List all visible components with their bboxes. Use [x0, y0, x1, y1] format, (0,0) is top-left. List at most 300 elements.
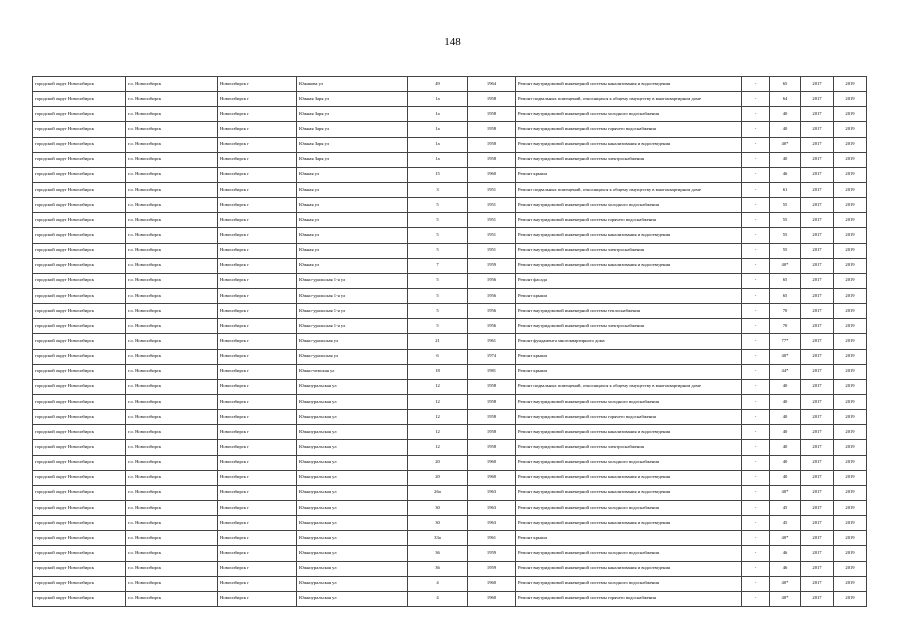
street-cell: Южноуральская ул [297, 591, 408, 606]
end-year-cell: 2019 [834, 516, 867, 531]
municipality-cell: городской округ Новосибирск [33, 273, 126, 288]
wear-percent-cell: 45 [770, 516, 801, 531]
end-year-cell: 2019 [834, 379, 867, 394]
dash-cell: - [742, 364, 770, 379]
city-cell: Новосибирск г [218, 576, 297, 591]
start-year-cell: 2017 [801, 107, 834, 122]
settlement-cell: г.о. Новосибирск [126, 349, 218, 364]
end-year-cell: 2019 [834, 546, 867, 561]
settlement-cell: г.о. Новосибирск [126, 92, 218, 107]
table-row [33, 167, 867, 182]
table-row [33, 334, 867, 349]
table-row [33, 349, 867, 364]
city-cell: Новосибирск г [218, 213, 297, 228]
year-built-cell: 1951 [468, 243, 516, 258]
wear-percent-cell: 40* [770, 591, 801, 606]
wear-percent-cell: 40 [770, 122, 801, 137]
start-year-cell: 2017 [801, 455, 834, 470]
table-row [33, 122, 867, 137]
end-year-cell: 2019 [834, 561, 867, 576]
work-type-cell: Ремонт крыши [516, 364, 742, 379]
wear-percent-cell: 46 [770, 546, 801, 561]
city-cell: Новосибирск г [218, 334, 297, 349]
end-year-cell: 2019 [834, 485, 867, 500]
dash-cell: - [742, 258, 770, 273]
table-row [33, 107, 867, 122]
dash-cell: - [742, 107, 770, 122]
end-year-cell: 2019 [834, 182, 867, 197]
table-row [33, 228, 867, 243]
dash-cell: - [742, 243, 770, 258]
dash-cell: - [742, 455, 770, 470]
wear-percent-cell: 65 [770, 77, 801, 92]
year-built-cell: 1959 [468, 258, 516, 273]
municipality-cell: городской округ Новосибирск [33, 152, 126, 167]
dash-cell: - [742, 591, 770, 606]
street-cell: Южноуральская ул [297, 531, 408, 546]
municipality-cell: городской округ Новосибирск [33, 137, 126, 152]
start-year-cell: 2017 [801, 304, 834, 319]
city-cell: Новосибирск г [218, 379, 297, 394]
start-year-cell: 2017 [801, 137, 834, 152]
year-built-cell: 1958 [468, 410, 516, 425]
end-year-cell: 2019 [834, 152, 867, 167]
street-cell: Южно-уральская ул [297, 334, 408, 349]
work-type-cell: Ремонт подвальных помещений, относящихся к общему имуществу в многоквартирном доме [516, 379, 742, 394]
street-cell: Южная Заря ул [297, 122, 408, 137]
house-number-cell: 12 [408, 379, 468, 394]
street-cell: Южно-чемская ул [297, 364, 408, 379]
end-year-cell: 2019 [834, 137, 867, 152]
start-year-cell: 2017 [801, 213, 834, 228]
wear-percent-cell: 40 [770, 440, 801, 455]
street-cell: Южноуральская ул [297, 576, 408, 591]
municipality-cell: городской округ Новосибирск [33, 228, 126, 243]
work-type-cell: Ремонт внутридомовой инженерной системы горячего водоснабжения [516, 213, 742, 228]
wear-percent-cell: 55 [770, 198, 801, 213]
repair-schedule-table [32, 76, 867, 607]
street-cell: Южная Заря ул [297, 152, 408, 167]
municipality-cell: городской округ Новосибирск [33, 213, 126, 228]
year-built-cell: 1960 [468, 576, 516, 591]
municipality-cell: городской округ Новосибирск [33, 107, 126, 122]
street-cell: Южно-уральская 1-я ул [297, 288, 408, 303]
table-row [33, 319, 867, 334]
wear-percent-cell: 40* [770, 349, 801, 364]
start-year-cell: 2017 [801, 334, 834, 349]
dash-cell: - [742, 379, 770, 394]
street-cell: Южноуральская ул [297, 410, 408, 425]
street-cell: Южакова ул [297, 77, 408, 92]
end-year-cell: 2019 [834, 394, 867, 409]
settlement-cell: г.о. Новосибирск [126, 198, 218, 213]
settlement-cell: г.о. Новосибирск [126, 410, 218, 425]
end-year-cell: 2019 [834, 258, 867, 273]
table-row [33, 198, 867, 213]
wear-percent-cell: 40* [770, 485, 801, 500]
table-row [33, 470, 867, 485]
work-type-cell: Ремонт внутридомовой инженерной системы канализования и водоотведения [516, 258, 742, 273]
city-cell: Новосибирск г [218, 546, 297, 561]
house-number-cell: 4 [408, 591, 468, 606]
dash-cell: - [742, 198, 770, 213]
municipality-cell: городской округ Новосибирск [33, 122, 126, 137]
start-year-cell: 2017 [801, 258, 834, 273]
dash-cell: - [742, 500, 770, 515]
wear-percent-cell: 40 [770, 152, 801, 167]
street-cell: Южноуральская ул [297, 561, 408, 576]
city-cell: Новосибирск г [218, 470, 297, 485]
start-year-cell: 2017 [801, 394, 834, 409]
year-built-cell: 1960 [468, 470, 516, 485]
table-row [33, 500, 867, 515]
house-number-cell: 21 [408, 334, 468, 349]
settlement-cell: г.о. Новосибирск [126, 516, 218, 531]
street-cell: Южноуральская ул [297, 425, 408, 440]
settlement-cell: г.о. Новосибирск [126, 243, 218, 258]
street-cell: Южно-уральская 1-я ул [297, 304, 408, 319]
settlement-cell: г.о. Новосибирск [126, 182, 218, 197]
dash-cell: - [742, 213, 770, 228]
start-year-cell: 2017 [801, 92, 834, 107]
settlement-cell: г.о. Новосибирск [126, 546, 218, 561]
end-year-cell: 2019 [834, 531, 867, 546]
wear-percent-cell: 40* [770, 531, 801, 546]
wear-percent-cell: 40 [770, 379, 801, 394]
year-built-cell: 1958 [468, 394, 516, 409]
start-year-cell: 2017 [801, 516, 834, 531]
city-cell: Новосибирск г [218, 182, 297, 197]
settlement-cell: г.о. Новосибирск [126, 425, 218, 440]
street-cell: Южно-уральская 1-я ул [297, 273, 408, 288]
wear-percent-cell: 40 [770, 107, 801, 122]
year-built-cell: 1951 [468, 228, 516, 243]
wear-percent-cell: 55 [770, 243, 801, 258]
settlement-cell: г.о. Новосибирск [126, 258, 218, 273]
house-number-cell: 33а [408, 531, 468, 546]
house-number-cell: 49 [408, 77, 468, 92]
end-year-cell: 2019 [834, 213, 867, 228]
work-type-cell: Ремонт внутридомовой инженерной системы канализования и водоотведения [516, 77, 742, 92]
city-cell: Новосибирск г [218, 516, 297, 531]
settlement-cell: г.о. Новосибирск [126, 137, 218, 152]
street-cell: Южноуральская ул [297, 394, 408, 409]
municipality-cell: городской округ Новосибирск [33, 440, 126, 455]
work-type-cell: Ремонт внутридомовой инженерной системы электроснабжения [516, 440, 742, 455]
start-year-cell: 2017 [801, 228, 834, 243]
end-year-cell: 2019 [834, 470, 867, 485]
house-number-cell: 5 [408, 213, 468, 228]
dash-cell: - [742, 546, 770, 561]
year-built-cell: 1956 [468, 304, 516, 319]
work-type-cell: Ремонт внутридомовой инженерной системы электроснабжения [516, 319, 742, 334]
work-type-cell: Ремонт фундамента многоквартирного дома [516, 334, 742, 349]
city-cell: Новосибирск г [218, 561, 297, 576]
year-built-cell: 1960 [468, 167, 516, 182]
table-row [33, 531, 867, 546]
end-year-cell: 2019 [834, 334, 867, 349]
table-row [33, 561, 867, 576]
start-year-cell: 2017 [801, 167, 834, 182]
house-number-cell: 26а [408, 485, 468, 500]
work-type-cell: Ремонт внутридомовой инженерной системы электроснабжения [516, 243, 742, 258]
end-year-cell: 2019 [834, 107, 867, 122]
wear-percent-cell: 61 [770, 182, 801, 197]
municipality-cell: городской округ Новосибирск [33, 304, 126, 319]
municipality-cell: городской округ Новосибирск [33, 531, 126, 546]
wear-percent-cell: 40 [770, 394, 801, 409]
start-year-cell: 2017 [801, 379, 834, 394]
year-built-cell: 1958 [468, 122, 516, 137]
city-cell: Новосибирск г [218, 485, 297, 500]
municipality-cell: городской округ Новосибирск [33, 455, 126, 470]
house-number-cell: 1а [408, 107, 468, 122]
dash-cell: - [742, 349, 770, 364]
work-type-cell: Ремонт крыши [516, 288, 742, 303]
house-number-cell: 1а [408, 137, 468, 152]
dash-cell: - [742, 319, 770, 334]
wear-percent-cell: 70 [770, 304, 801, 319]
municipality-cell: городской округ Новосибирск [33, 167, 126, 182]
wear-percent-cell: 55 [770, 213, 801, 228]
municipality-cell: городской округ Новосибирск [33, 591, 126, 606]
house-number-cell: 5 [408, 304, 468, 319]
dash-cell: - [742, 167, 770, 182]
house-number-cell: 1а [408, 152, 468, 167]
settlement-cell: г.о. Новосибирск [126, 485, 218, 500]
street-cell: Южная Заря ул [297, 137, 408, 152]
work-type-cell: Ремонт внутридомовой инженерной системы холодного водоснабжения [516, 500, 742, 515]
work-type-cell: Ремонт внутридомовой инженерной системы холодного водоснабжения [516, 107, 742, 122]
year-built-cell: 1959 [468, 546, 516, 561]
table-row [33, 182, 867, 197]
street-cell: Южноуральская ул [297, 546, 408, 561]
municipality-cell: городской округ Новосибирск [33, 243, 126, 258]
table-row [33, 213, 867, 228]
house-number-cell: 30 [408, 500, 468, 515]
settlement-cell: г.о. Новосибирск [126, 213, 218, 228]
municipality-cell: городской округ Новосибирск [33, 394, 126, 409]
dash-cell: - [742, 440, 770, 455]
municipality-cell: городской округ Новосибирск [33, 546, 126, 561]
end-year-cell: 2019 [834, 500, 867, 515]
work-type-cell: Ремонт фасада [516, 273, 742, 288]
dash-cell: - [742, 516, 770, 531]
municipality-cell: городской округ Новосибирск [33, 516, 126, 531]
wear-percent-cell: 65 [770, 288, 801, 303]
house-number-cell: 18 [408, 364, 468, 379]
city-cell: Новосибирск г [218, 122, 297, 137]
work-type-cell: Ремонт внутридомовой инженерной системы холодного водоснабжения [516, 198, 742, 213]
start-year-cell: 2017 [801, 546, 834, 561]
start-year-cell: 2017 [801, 591, 834, 606]
settlement-cell: г.о. Новосибирск [126, 122, 218, 137]
dash-cell: - [742, 77, 770, 92]
year-built-cell: 1964 [468, 77, 516, 92]
city-cell: Новосибирск г [218, 77, 297, 92]
end-year-cell: 2019 [834, 576, 867, 591]
table-row [33, 425, 867, 440]
municipality-cell: городской округ Новосибирск [33, 470, 126, 485]
end-year-cell: 2019 [834, 77, 867, 92]
street-cell: Южноуральская ул [297, 500, 408, 515]
table-row [33, 77, 867, 92]
start-year-cell: 2017 [801, 485, 834, 500]
table-row [33, 576, 867, 591]
dash-cell: - [742, 304, 770, 319]
city-cell: Новосибирск г [218, 167, 297, 182]
municipality-cell: городской округ Новосибирск [33, 334, 126, 349]
city-cell: Новосибирск г [218, 198, 297, 213]
work-type-cell: Ремонт внутридомовой инженерной системы горячего водоснабжения [516, 122, 742, 137]
year-built-cell: 1958 [468, 107, 516, 122]
table-row [33, 485, 867, 500]
year-built-cell: 1958 [468, 137, 516, 152]
dash-cell: - [742, 228, 770, 243]
house-number-cell: 5 [408, 273, 468, 288]
wear-percent-cell: 40 [770, 455, 801, 470]
house-number-cell: 4 [408, 576, 468, 591]
year-built-cell: 1956 [468, 288, 516, 303]
start-year-cell: 2017 [801, 319, 834, 334]
settlement-cell: г.о. Новосибирск [126, 334, 218, 349]
table-row [33, 546, 867, 561]
street-cell: Южная ул [297, 182, 408, 197]
page-number: 148 [444, 36, 461, 48]
start-year-cell: 2017 [801, 198, 834, 213]
street-cell: Южная ул [297, 243, 408, 258]
start-year-cell: 2017 [801, 425, 834, 440]
street-cell: Южная ул [297, 258, 408, 273]
municipality-cell: городской округ Новосибирск [33, 182, 126, 197]
city-cell: Новосибирск г [218, 273, 297, 288]
year-built-cell: 1956 [468, 319, 516, 334]
dash-cell: - [742, 470, 770, 485]
start-year-cell: 2017 [801, 243, 834, 258]
table-row [33, 379, 867, 394]
table-row [33, 137, 867, 152]
house-number-cell: 5 [408, 228, 468, 243]
table-row [33, 304, 867, 319]
city-cell: Новосибирск г [218, 107, 297, 122]
dash-cell: - [742, 152, 770, 167]
work-type-cell: Ремонт внутридомовой инженерной системы холодного водоснабжения [516, 394, 742, 409]
table-row [33, 288, 867, 303]
work-type-cell: Ремонт крыши [516, 531, 742, 546]
work-type-cell: Ремонт внутридомовой инженерной системы теплоснабжения [516, 304, 742, 319]
wear-percent-cell: 70 [770, 319, 801, 334]
year-built-cell: 1951 [468, 182, 516, 197]
work-type-cell: Ремонт внутридомовой инженерной системы канализования и водоотведения [516, 470, 742, 485]
settlement-cell: г.о. Новосибирск [126, 379, 218, 394]
wear-percent-cell: 65 [770, 273, 801, 288]
wear-percent-cell: 40* [770, 137, 801, 152]
street-cell: Южно-уральская ул [297, 349, 408, 364]
city-cell: Новосибирск г [218, 410, 297, 425]
year-built-cell: 1963 [468, 485, 516, 500]
settlement-cell: г.о. Новосибирск [126, 561, 218, 576]
street-cell: Южная ул [297, 228, 408, 243]
table-row [33, 440, 867, 455]
city-cell: Новосибирск г [218, 500, 297, 515]
start-year-cell: 2017 [801, 500, 834, 515]
house-number-cell: 20 [408, 455, 468, 470]
start-year-cell: 2017 [801, 182, 834, 197]
street-cell: Южноуральская ул [297, 516, 408, 531]
dash-cell: - [742, 137, 770, 152]
end-year-cell: 2019 [834, 198, 867, 213]
settlement-cell: г.о. Новосибирск [126, 273, 218, 288]
end-year-cell: 2019 [834, 455, 867, 470]
end-year-cell: 2019 [834, 591, 867, 606]
start-year-cell: 2017 [801, 349, 834, 364]
house-number-cell: 12 [408, 410, 468, 425]
table-body [33, 77, 867, 607]
dash-cell: - [742, 288, 770, 303]
year-built-cell: 1981 [468, 364, 516, 379]
year-built-cell: 1951 [468, 198, 516, 213]
year-built-cell: 1963 [468, 500, 516, 515]
settlement-cell: г.о. Новосибирск [126, 591, 218, 606]
house-number-cell: 36 [408, 561, 468, 576]
city-cell: Новосибирск г [218, 349, 297, 364]
house-number-cell: 1а [408, 122, 468, 137]
table-row [33, 364, 867, 379]
house-number-cell: 5 [408, 288, 468, 303]
settlement-cell: г.о. Новосибирск [126, 288, 218, 303]
start-year-cell: 2017 [801, 440, 834, 455]
start-year-cell: 2017 [801, 273, 834, 288]
municipality-cell: городской округ Новосибирск [33, 349, 126, 364]
start-year-cell: 2017 [801, 561, 834, 576]
year-built-cell: 1963 [468, 516, 516, 531]
house-number-cell: 5 [408, 198, 468, 213]
settlement-cell: г.о. Новосибирск [126, 455, 218, 470]
end-year-cell: 2019 [834, 273, 867, 288]
table-row [33, 273, 867, 288]
wear-percent-cell: 55 [770, 228, 801, 243]
start-year-cell: 2017 [801, 364, 834, 379]
municipality-cell: городской округ Новосибирск [33, 319, 126, 334]
start-year-cell: 2017 [801, 152, 834, 167]
city-cell: Новосибирск г [218, 531, 297, 546]
street-cell: Южноуральская ул [297, 470, 408, 485]
street-cell: Южноуральская ул [297, 485, 408, 500]
city-cell: Новосибирск г [218, 319, 297, 334]
municipality-cell: городской округ Новосибирск [33, 576, 126, 591]
end-year-cell: 2019 [834, 319, 867, 334]
settlement-cell: г.о. Новосибирск [126, 304, 218, 319]
house-number-cell: 3 [408, 182, 468, 197]
work-type-cell: Ремонт подвальных помещений, относящихся к общему имуществу в многоквартирном доме [516, 182, 742, 197]
dash-cell: - [742, 410, 770, 425]
house-number-cell: 15 [408, 167, 468, 182]
dash-cell: - [742, 561, 770, 576]
city-cell: Новосибирск г [218, 228, 297, 243]
settlement-cell: г.о. Новосибирск [126, 470, 218, 485]
city-cell: Новосибирск г [218, 440, 297, 455]
start-year-cell: 2017 [801, 531, 834, 546]
year-built-cell: 1959 [468, 561, 516, 576]
municipality-cell: городской округ Новосибирск [33, 500, 126, 515]
house-number-cell: 36 [408, 546, 468, 561]
settlement-cell: г.о. Новосибирск [126, 167, 218, 182]
dash-cell: - [742, 485, 770, 500]
settlement-cell: г.о. Новосибирск [126, 319, 218, 334]
municipality-cell: городской округ Новосибирск [33, 410, 126, 425]
city-cell: Новосибирск г [218, 92, 297, 107]
wear-percent-cell: 40* [770, 576, 801, 591]
